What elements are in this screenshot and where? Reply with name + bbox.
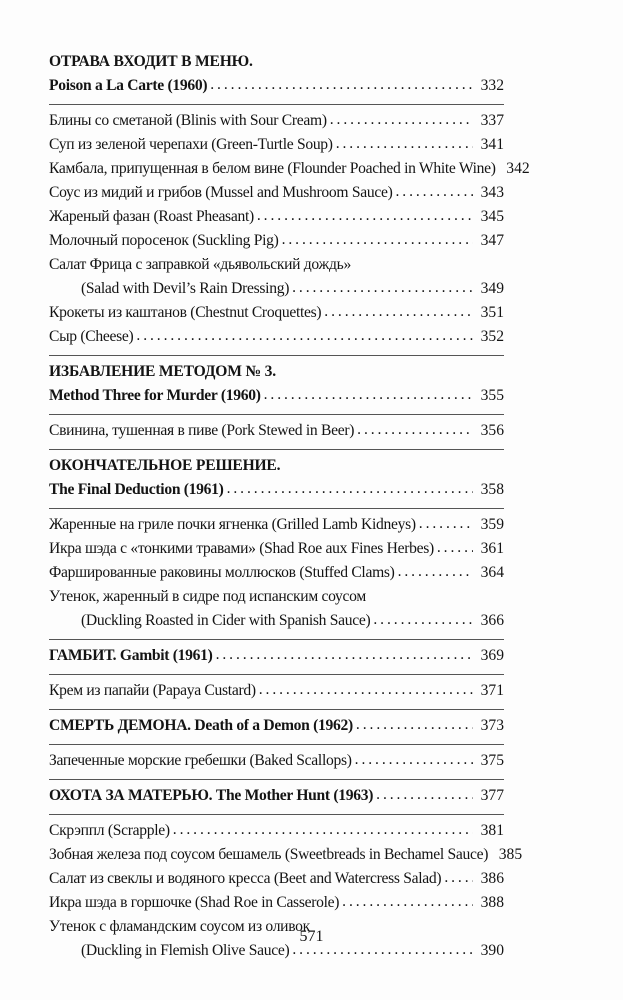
entry-title: The Final Deduction (1961) [49, 481, 224, 498]
entry-title: Икра шэда с «тонкими травами» (Shad Roe aux Fines Herbes) [49, 540, 434, 557]
entry-title: Салат из свеклы и водяного кресса (Beet and Watercress Salad) [49, 870, 442, 887]
toc-section-title [49, 449, 504, 478]
entry-page-number: 361 [480, 540, 504, 557]
entry-title: Утенок, жаренный в сидре под испанским соусом [49, 588, 366, 605]
entry-title: ГАМБИТ. Gambit (1961) [49, 647, 213, 664]
toc-recipe-entry [49, 205, 504, 229]
dot-leader [227, 477, 473, 493]
dot-leader [210, 73, 473, 89]
entry-title: Суп из зеленой черепахи (Green-Turtle Soup) [49, 136, 333, 153]
dot-leader [398, 560, 473, 576]
entry-page-number: 347 [480, 232, 504, 249]
toc-recipe-entry [49, 253, 504, 301]
entry-page-number: 390 [480, 942, 504, 959]
dot-leader [342, 890, 473, 906]
entry-page-number: 349 [480, 280, 504, 297]
entry-page-number: 386 [480, 870, 504, 887]
dot-leader [136, 324, 473, 340]
entry-page-number: 341 [480, 136, 504, 153]
dot-leader [216, 643, 473, 659]
toc-recipe-entry [49, 301, 504, 325]
toc-book-entry [49, 639, 504, 668]
dot-leader [395, 180, 473, 196]
dot-leader [376, 783, 473, 799]
dot-leader [356, 713, 473, 729]
dot-leader [282, 228, 473, 244]
entry-title: ОХОТА ЗА МАТЕРЬЮ. The Mother Hunt (1963) [49, 787, 374, 804]
toc-book-entry [49, 74, 504, 98]
entry-title: Салат Фрица с заправкой «дьявольский дождь» [49, 256, 351, 273]
toc-recipe-entry [49, 537, 504, 561]
toc-book-entry [49, 384, 504, 408]
toc-recipe-entry [49, 325, 504, 349]
entry-title: Poison a La Carte (1960) [49, 77, 208, 94]
dot-leader [419, 512, 473, 528]
entry-page-number: 364 [480, 564, 504, 581]
entry-title: Икра шэда в горшочке (Shad Roe in Casserole) [49, 894, 340, 911]
dot-leader [336, 132, 473, 148]
entry-title: Камбала, припущенная в белом вине (Flounder Poached in White Wine) [49, 160, 496, 177]
dot-leader [373, 608, 473, 624]
entry-page-number: 342 [506, 160, 530, 177]
toc-recipe-entry [49, 867, 504, 891]
toc-recipe-entry [49, 181, 504, 205]
entry-page-number: 343 [480, 184, 504, 201]
entry-page-number: 351 [480, 304, 504, 321]
toc-recipe-entry [49, 229, 504, 253]
dot-leader [259, 678, 473, 694]
entry-title: СМЕРТЬ ДЕМОНА. Death of a Demon (1962) [49, 717, 353, 734]
dot-leader [324, 300, 473, 316]
dot-leader [257, 204, 473, 220]
dot-leader [437, 536, 473, 552]
entry-page-number: 355 [480, 387, 504, 404]
section-title-text: ИЗБАВЛЕНИЕ МЕТОДОМ № 3. [49, 363, 276, 380]
page-number: 571 [299, 928, 324, 945]
toc-recipe-entry [49, 414, 504, 443]
entry-page-number: 332 [480, 77, 504, 94]
entry-page-number: 345 [480, 208, 504, 225]
toc-recipe-entry [49, 133, 504, 157]
entry-title: Фаршированные раковины моллюсков (Stuffed Clams) [49, 564, 395, 581]
entry-title-continuation: (Salad with Devil’s Rain Dressing) [81, 280, 290, 297]
toc-recipe-entry [49, 508, 504, 537]
entry-page-number: 381 [480, 822, 504, 839]
toc-section-title [49, 50, 504, 74]
toc-recipe-entry [49, 104, 504, 133]
entry-title: Свинина, тушенная в пиве (Pork Stewed in Beer) [49, 422, 355, 439]
entry-page-number: 359 [480, 516, 504, 533]
toc-recipe-entry [49, 585, 504, 633]
entry-title: Крокеты из каштанов (Chestnut Croquettes) [49, 304, 322, 321]
entry-title: Жареный фазан (Roast Pheasant) [49, 208, 254, 225]
entry-title: Запеченные морские гребешки (Baked Scallops) [49, 752, 352, 769]
entry-title: Блины со сметаной (Blinis with Sour Cream) [49, 112, 327, 129]
toc-recipe-entry [49, 891, 504, 915]
entry-title-continuation: (Duckling in Flemish Olive Sauce) [81, 942, 290, 959]
dot-leader [357, 418, 473, 434]
entry-page-number: 356 [480, 422, 504, 439]
toc-recipe-entry [49, 814, 504, 843]
entry-page-number: 385 [498, 846, 523, 863]
toc-book-entry [49, 709, 504, 738]
entry-page-number: 377 [480, 787, 504, 804]
entry-title: Утенок с фламандским соусом из оливок [49, 918, 310, 935]
entry-title: Жаренные на гриле почки ягненка (Grilled Lamb Kidneys) [49, 516, 416, 533]
dot-leader [264, 383, 473, 399]
toc-recipe-entry [49, 744, 504, 773]
entry-page-number: 352 [480, 328, 504, 345]
toc-book-entry [49, 478, 504, 502]
dot-leader [444, 866, 473, 882]
entry-page-number: 373 [480, 717, 504, 734]
entry-title: Скрэппл (Scrapple) [49, 822, 170, 839]
toc-recipe-entry [49, 674, 504, 703]
section-title-text: ОКОНЧАТЕЛЬНОЕ РЕШЕНИЕ. [49, 457, 281, 474]
entry-title: Соус из мидий и грибов (Mussel and Mushroom Sauce) [49, 184, 393, 201]
entry-page-number: 369 [480, 647, 504, 664]
dot-leader [330, 108, 473, 124]
entry-title: Молочный поросенок (Suckling Pig) [49, 232, 279, 249]
entry-page-number: 366 [480, 612, 504, 629]
entry-page-number: 388 [480, 894, 504, 911]
toc-recipe-entry [49, 561, 504, 585]
section-title-text: ОТРАВА ВХОДИТ В МЕНЮ. [49, 53, 253, 70]
entry-page-number: 371 [480, 682, 504, 699]
entry-title-continuation: (Duckling Roasted in Cider with Spanish Sauce) [81, 612, 371, 629]
entry-title: Зобная железа под соусом бешамель (Sweetbreads in Bechamel Sauce) [49, 846, 489, 863]
table-of-contents [49, 50, 530, 963]
dot-leader [173, 818, 473, 834]
toc-book-entry [49, 779, 504, 808]
entry-page-number: 337 [480, 112, 504, 129]
entry-title: Method Three for Murder (1960) [49, 387, 261, 404]
entry-title: Сыр (Cheese) [49, 328, 134, 345]
entry-title: Крем из папайи (Papaya Custard) [49, 682, 256, 699]
dot-leader [292, 276, 473, 292]
toc-recipe-entry [49, 157, 530, 181]
dot-leader [355, 748, 473, 764]
toc-section-title [49, 355, 504, 384]
entry-page-number: 375 [480, 752, 504, 769]
entry-page-number: 358 [480, 481, 504, 498]
toc-recipe-entry [49, 843, 523, 867]
